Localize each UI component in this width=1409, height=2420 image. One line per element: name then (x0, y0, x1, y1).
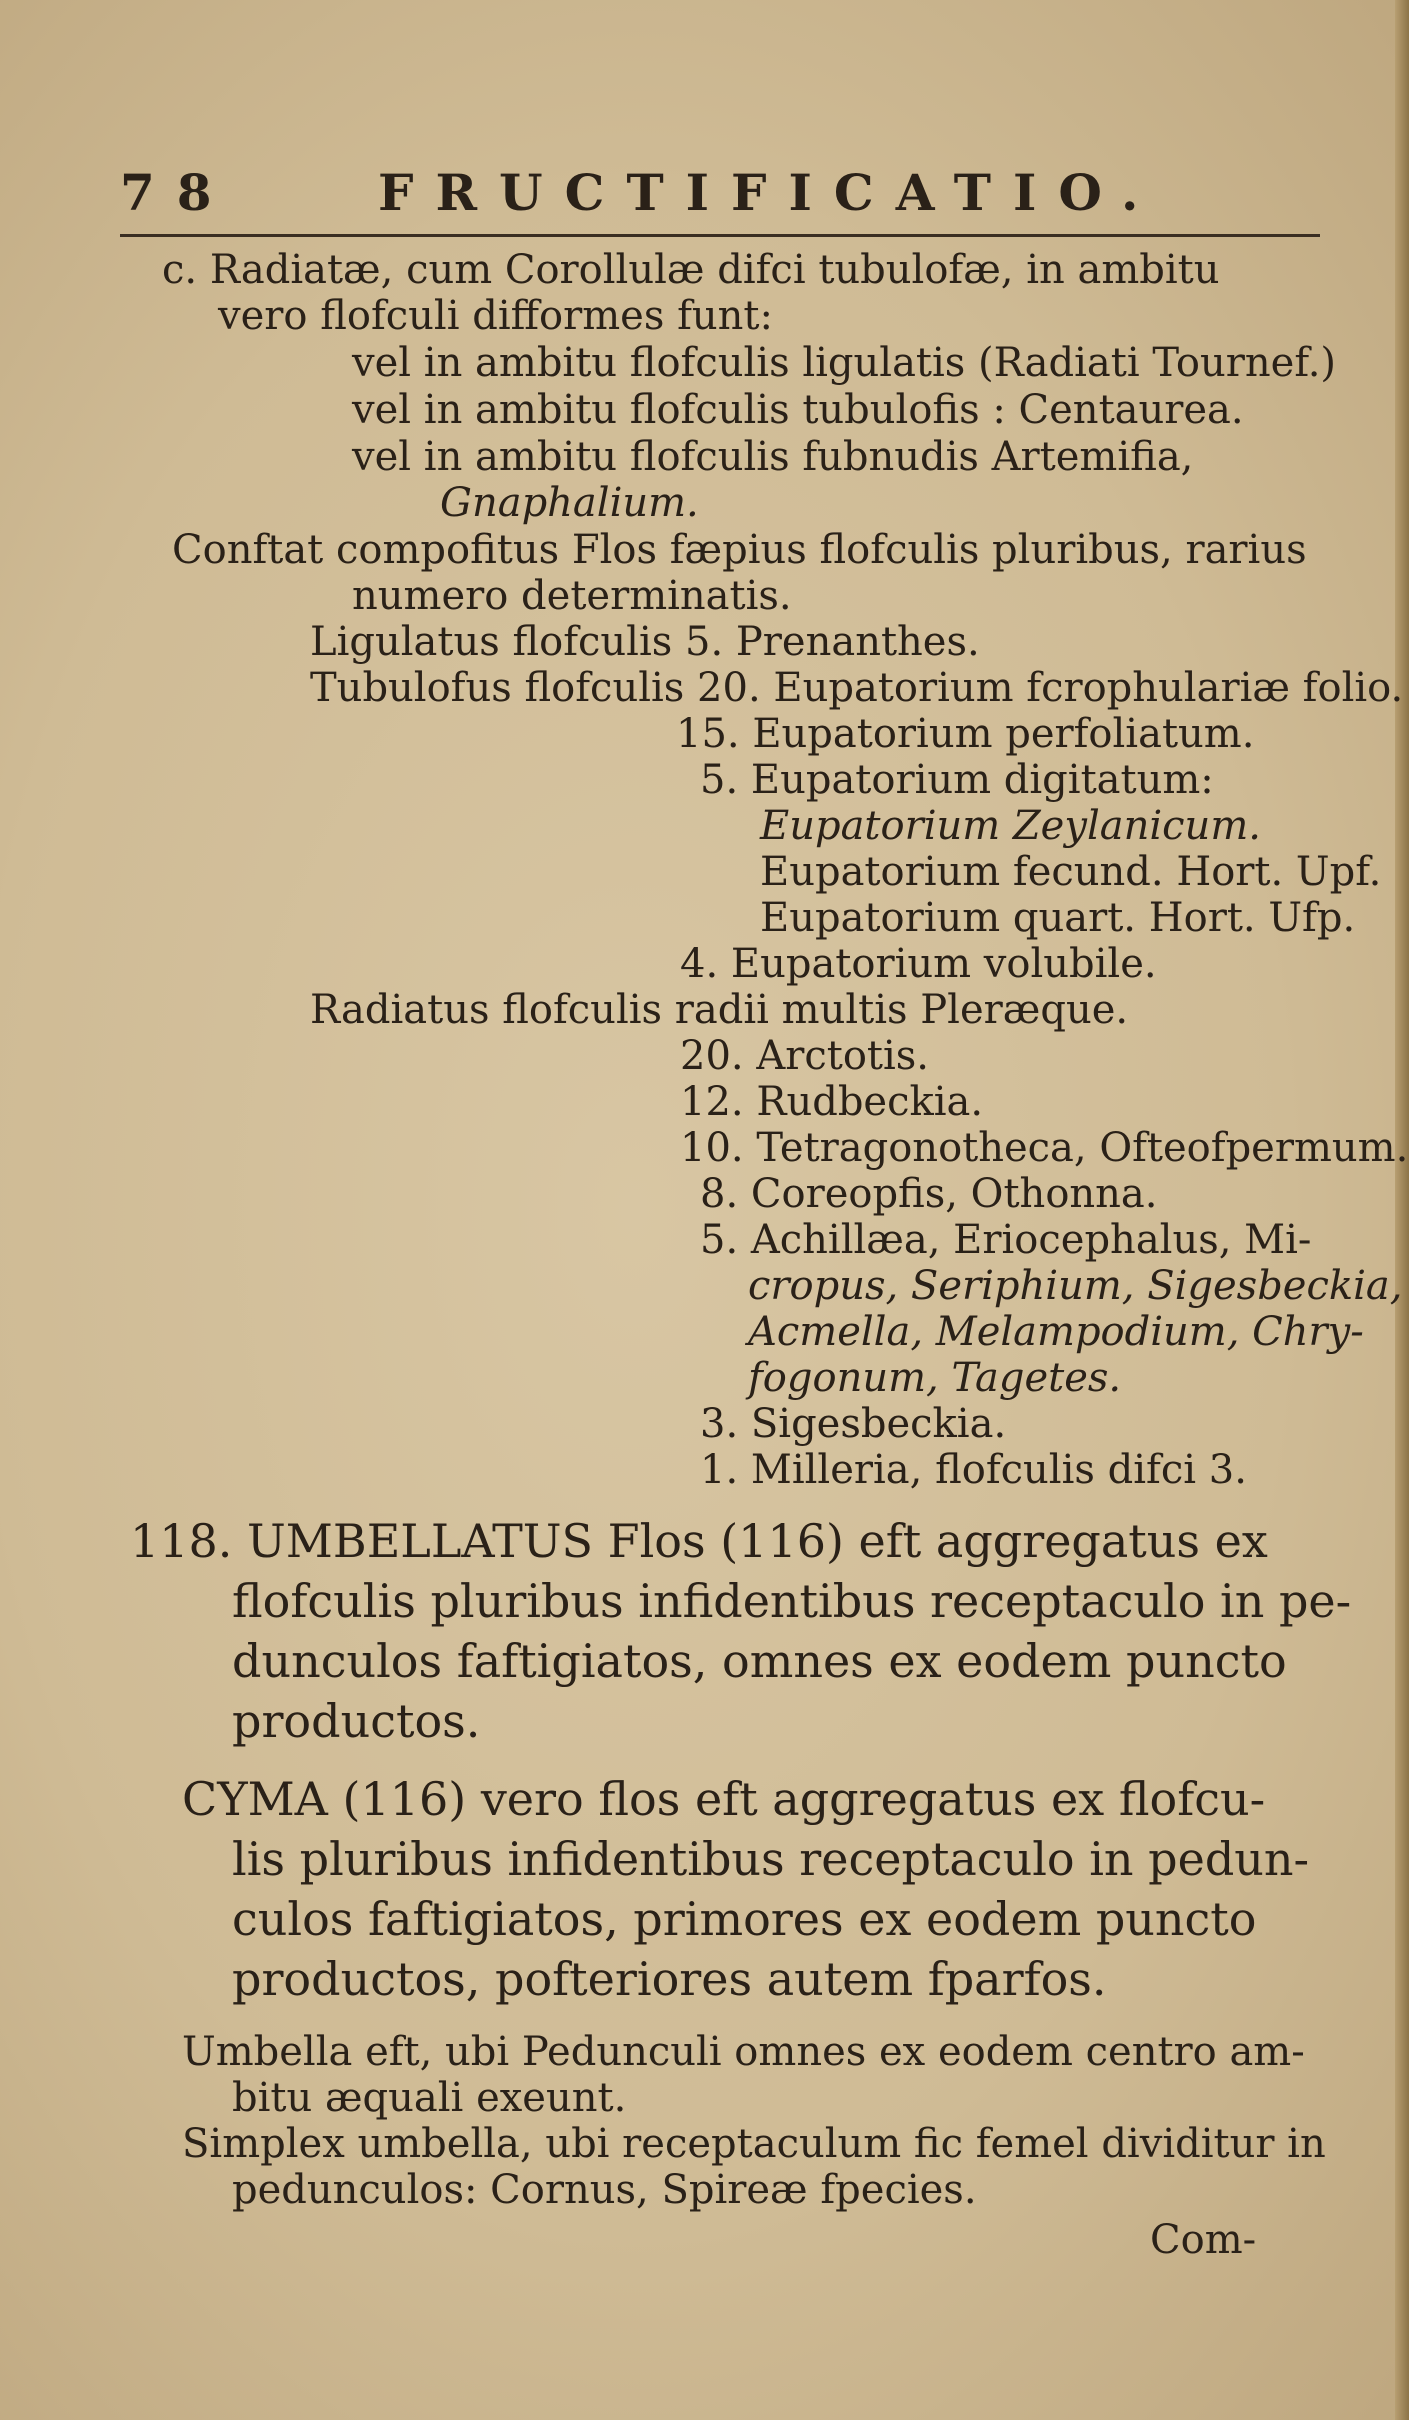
text-line: pedunculos: Cornus, Spireæ fpecies. (232, 2167, 977, 2213)
text-line: 5. Eupatorium digitatum: (700, 757, 1214, 803)
text-line: c. Radiatæ, cum Corollulæ difci tubulofæ, in ambitu (162, 247, 1220, 293)
text-line: 118. UMBELLATUS Flos (116) eft aggregatus ex (130, 1514, 1268, 1568)
text-line: vero flofculi difformes funt: (218, 293, 773, 339)
text-line: Radiatus flofculis radii multis Pleræque. (310, 987, 1129, 1033)
text-line: productos, pofteriores autem fparfos. (232, 1952, 1107, 2006)
page-edge (1395, 0, 1409, 2420)
text-line: culos faftigiatos, primores ex eodem puncto (232, 1892, 1257, 1946)
text-line: 20. Arctotis. (680, 1033, 930, 1079)
catchword: Com- (1150, 2217, 1257, 2263)
text-line: Umbella eft, ubi Pedunculi omnes ex eodem centro am- (182, 2029, 1305, 2075)
text-line: flofculis pluribus infidentibus receptaculo in pe- (232, 1574, 1352, 1628)
text-line: cropus, Seriphium, Sigesbeckia, (748, 1263, 1403, 1309)
text-line: 4. Eupatorium volubile. (680, 941, 1157, 987)
text-line: dunculos faftigiatos, omnes ex eodem puncto (232, 1634, 1287, 1688)
running-title: FRUCTIFICATIO. (378, 163, 1161, 222)
text-line: numero determinatis. (352, 573, 792, 619)
text-line: fogonum, Tagetes. (748, 1355, 1122, 1401)
text-line: Ligulatus flofculis 5. Prenanthes. (310, 619, 980, 665)
text-line: bitu æquali exeunt. (232, 2075, 627, 2121)
header-rule (120, 234, 1320, 237)
text-line: 5. Achillæa, Eriocephalus, Mi- (700, 1217, 1312, 1263)
text-line: vel in ambitu flofculis tubulofis : Centaurea. (352, 387, 1244, 433)
text-line: Eupatorium fecund. Hort. Upf. (760, 849, 1382, 895)
text-line: 1. Milleria, flofculis difci 3. (700, 1447, 1247, 1493)
text-line: 10. Tetragonotheca, Ofteofpermum. (680, 1125, 1409, 1171)
text-line: Acmella, Melampodium, Chry- (748, 1309, 1364, 1355)
text-line: lis pluribus infidentibus receptaculo in pedun- (232, 1832, 1310, 1886)
text-line: productos. (232, 1694, 481, 1748)
text-line: Tubulofus flofculis 20. Eupatorium fcrophulariæ folio. (310, 665, 1404, 711)
text-line: Conftat compofitus Flos fæpius flofculis pluribus, rarius (172, 527, 1307, 573)
text-line: 8. Coreopfis, Othonna. (700, 1171, 1158, 1217)
text-line: Eupatorium Zeylanicum. (760, 803, 1261, 849)
text-line: Simplex umbella, ubi receptaculum fic femel dividitur in (182, 2121, 1326, 2167)
text-line: 12. Rudbeckia. (680, 1079, 984, 1125)
text-line: Gnaphalium. (440, 480, 699, 526)
text-line: vel in ambitu flofculis fubnudis Artemifia, (352, 434, 1194, 480)
text-line: vel in ambitu flofculis ligulatis (Radiati Tournef.) (352, 340, 1337, 386)
page-number: 78 (120, 163, 234, 222)
text-line: CYMA (116) vero flos eft aggregatus ex flofcu- (182, 1772, 1266, 1826)
text-line: Eupatorium quart. Hort. Ufp. (760, 895, 1356, 941)
text-line: 3. Sigesbeckia. (700, 1401, 1007, 1447)
text-line: 15. Eupatorium perfoliatum. (676, 711, 1255, 757)
